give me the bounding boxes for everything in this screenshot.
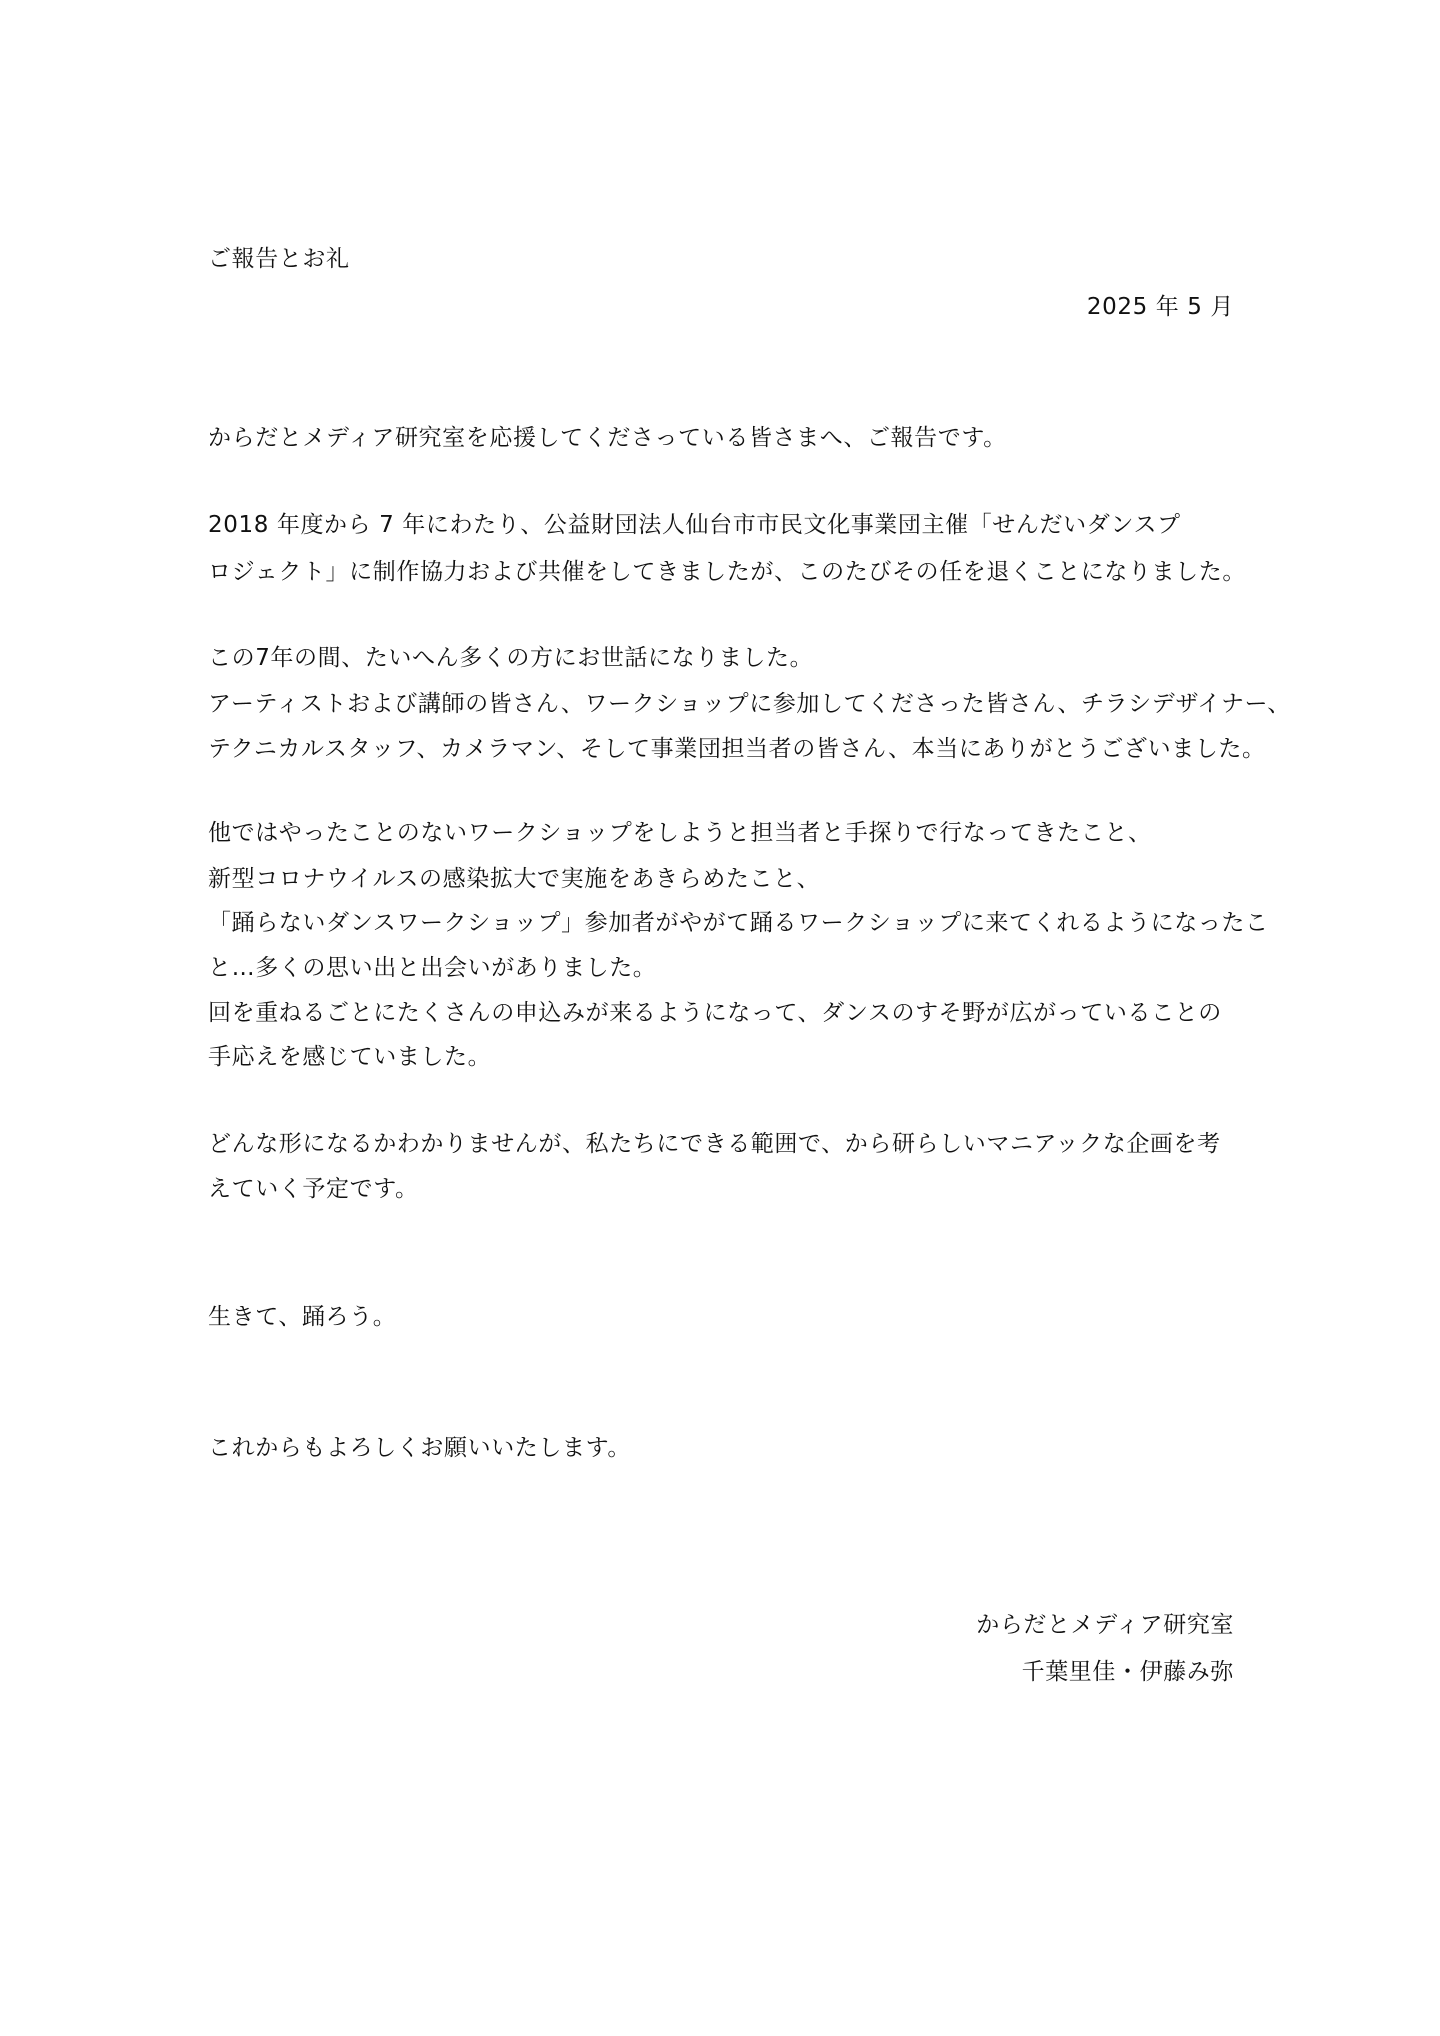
letter-date: 2025 年 5 月 — [1086, 294, 1234, 320]
paragraph-1-line-1: 2018 年度から 7 年にわたり、公益財団法人仙台市市民文化事業団主催「せんだいダンスプ — [208, 512, 1181, 538]
paragraph-3-line-1: 他ではやったことのないワークショップをしようと担当者と手探りで行なってきたこと、 — [208, 820, 1152, 846]
paragraph-2-line-2: アーティストおよび講師の皆さん、ワークショップに参加してくださった皆さん、チラシデザイナー、 — [208, 691, 1291, 717]
paragraph-2-line-3: テクニカルスタッフ、カメラマン、そして事業団担当者の皆さん、本当にありがとうございました。 — [208, 736, 1266, 762]
paragraph-3-line-3: 「踊らないダンスワークショップ」参加者がやがて踊るワークショップに来てくれるようになったこ — [208, 910, 1269, 936]
signature-organization: からだとメディア研究室 — [976, 1612, 1234, 1638]
signature-names: 千葉里佳・伊藤み弥 — [1021, 1659, 1234, 1685]
intro-paragraph: からだとメディア研究室を応援してくださっている皆さまへ、ご報告です。 — [208, 425, 1007, 451]
paragraph-3-line-2: 新型コロナウイルスの感染拡大で実施をあきらめたこと、 — [208, 866, 821, 892]
letter-title: ご報告とお礼 — [208, 246, 350, 272]
closing-remark: これからもよろしくお願いいたします。 — [208, 1435, 631, 1461]
paragraph-2-line-1: この7年の間、たいへん多くの方にお世話になりました。 — [208, 645, 814, 671]
paragraph-3-line-5: 回を重ねるごとにたくさんの申込みが来るようになって、ダンスのすそ野が広がっていることの — [208, 1000, 1222, 1026]
paragraph-1-line-2: ロジェクト」に制作協力および共催をしてきましたが、このたびその任を退くことになりました。 — [208, 559, 1246, 585]
paragraph-3-line-4: と…多くの思い出と出会いがありました。 — [208, 955, 657, 981]
paragraph-3-line-6: 手応えを感じていました。 — [208, 1044, 492, 1070]
slogan: 生きて、踊ろう。 — [208, 1304, 397, 1330]
paragraph-4-line-1: どんな形になるかわかりませんが、私たちにできる範囲で、から研らしいマニアックな企画を考 — [208, 1131, 1221, 1157]
paragraph-4-line-2: えていく予定です。 — [208, 1176, 419, 1202]
